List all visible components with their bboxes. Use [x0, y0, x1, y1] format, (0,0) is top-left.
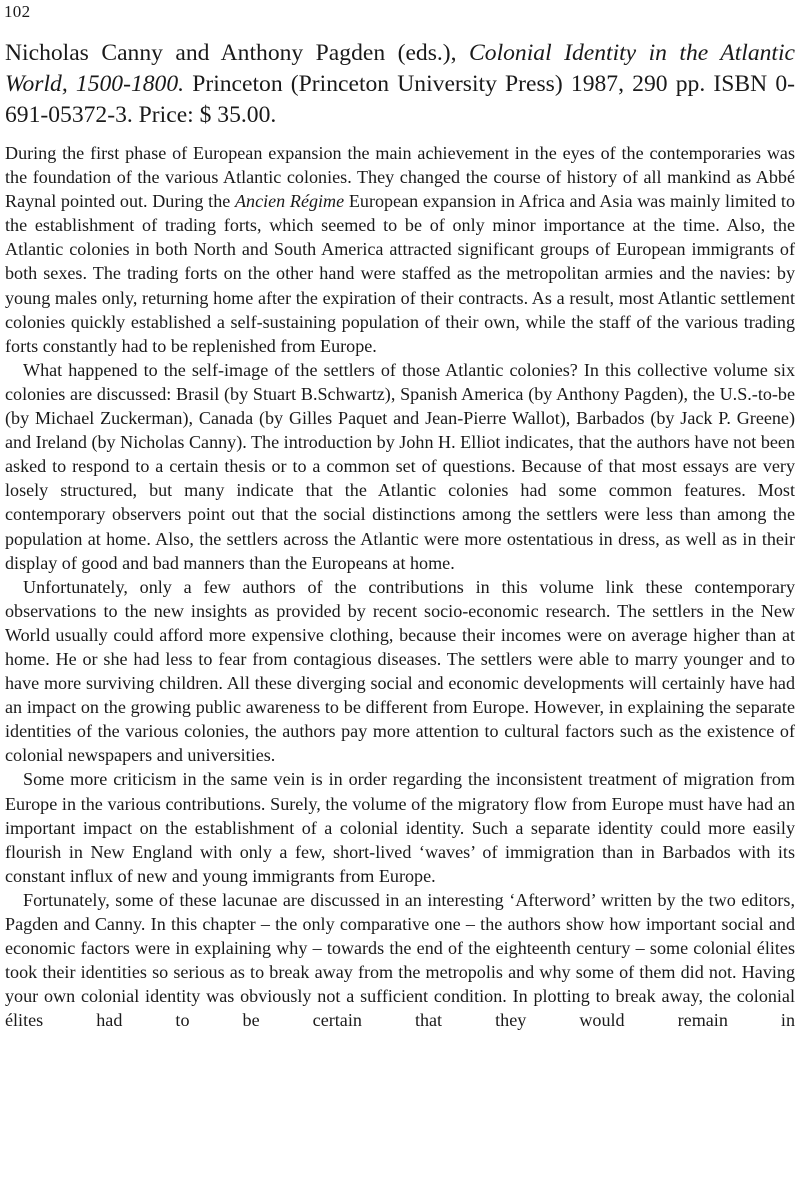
review-heading [5, 38, 795, 131]
paragraph-5: Fortunately, some of these lacunae are discussed in an interesting ‘Afterword’ written by the two editors, Pagden and Canny. In this chapter – the only comparative one – the authors show how important social and economic factors were in explaining why – towards the end of the eighteenth century – some colonial élites took their identities so serious as to break away from the metropolis and why some of them did not. Having your own colonial identity was obviously not a sufficient condition. In plotting to break away, the colonial élites had to be certain that they would remain in [5, 889, 795, 1031]
page-number: 102 [4, 2, 31, 21]
review-publication-details: Princeton (Princeton University Press) 1987, 290 pp. ISBN 0-691-05372-3. Price: $ 35.00. [5, 71, 795, 128]
paragraph-1 [5, 141, 795, 358]
paragraph-3: Unfortunately, only a few authors of the contributions in this volume link these contemporary observations to the new insights as provided by recent socio-economic research. The settlers in the New World usually could afford more expensive clothing, because their incomes were on average higher than at home. He or she had less to fear from contagious diseases. The settlers were able to marry younger and to have more surviving children. All these diverging social and economic developments will certainly have had an impact on the growing public awareness to be different from Europe. However, in explaining the separate identities of the various colonies, the authors pay more attention to cultural factors such as the existence of colonial newspapers and universities. [5, 576, 795, 766]
review-body [5, 141, 795, 1032]
paragraph-1-text-end: European expansion in Africa and Asia was mainly limited to the establishment of trading forts, which seemed to be of only minor importance at the time. Also, the Atlantic colonies in both North and South America attracted significant groups of European immigrants of both sexes. The trading forts on the other hand were staffed as the metropolitan armies and the navies: by young males only, returning home after the expiration of their contracts. As a result, most Atlantic settlement colonies quickly established a self-sustaining population of their own, while the staff of the various trading forts constantly had to be replenished from Europe. [5, 191, 796, 356]
paragraph-2: What happened to the self-image of the settlers of those Atlantic colonies? In this collective volume six colonies are discussed: Brasil (by Stuart B.Schwartz), Spanish America (by Anthony Pagden), the U.S.-to-be (by Michael Zuckerman), Canada (by Gilles Paquet and Jean-Pierre Wallot), Barbados (by Jack P. Greene) and Ireland (by Nicholas Canny). The introduction by John H. Elliot indicates, that the authors have not been asked to respond to a certain thesis or to a common set of questions. Because of that most essays are very losely structured, but many indicate that the Atlantic colonies had some common features. Most contemporary observers point out that the social distinctions among the settlers were less than among the population at home. Also, the settlers across the Atlantic were more ostentatious in dress, as well as in their display of good and bad manners than the Europeans at home. [5, 359, 795, 573]
paragraph-1-italic-term: Ancien Régime [234, 191, 345, 212]
paragraph-1-text-start: During the first phase of European expansion the main achievement in the eyes of the contemporaries was the foundation of the various Atlantic colonies. They changed the course of history of all mankind as Abbé Raynal pointed out. During the [5, 143, 795, 212]
review-authors: Nicholas Canny and Anthony Pagden (eds.), [5, 40, 470, 66]
review-book-title: Colonial Identity in the Atlantic World, 1500-1800. [5, 40, 795, 97]
paragraph-4: Some more criticism in the same vein is in order regarding the inconsistent treatment of migration from Europe in the various contributions. Surely, the volume of the migratory flow from Europe must have had an important impact on the establishment of a colonial identity. Such a separate identity could more easily flourish in New England with only a few, short-lived ‘waves’ of immigration than in Barbados with its constant influx of new and young immigrants from Europe. [5, 769, 795, 886]
